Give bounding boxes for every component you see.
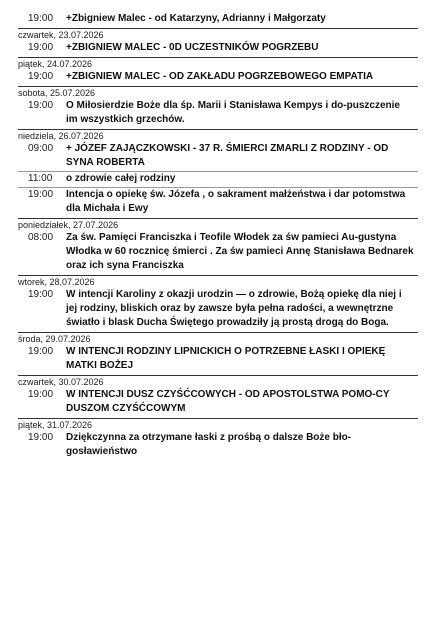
schedule-entry: [18, 231, 418, 273]
day-section: [18, 375, 418, 416]
schedule-entry: [18, 99, 418, 127]
day-section: [18, 275, 418, 330]
day-list: [18, 28, 418, 459]
day-section: [18, 218, 418, 273]
day-section: [18, 28, 418, 55]
entry-intention: o zdrowie całej rodziny: [66, 173, 176, 184]
mass-schedule: [18, 12, 418, 459]
entry-time: 11:00: [28, 173, 53, 184]
day-section: [18, 57, 418, 84]
entry-intention: W INTENCJI DUSZ CZYŚĆCOWYCH - OD APOSTOLSTWA POMO-CY DUSZOM CZYŚĆCOWYM: [66, 389, 390, 414]
day-section: [18, 418, 418, 459]
entry-time: 19:00: [28, 100, 54, 111]
schedule-entry: [18, 388, 418, 416]
entry-time: 08:00: [28, 232, 54, 243]
day-header: sobota, 25.07.2026: [18, 86, 418, 99]
schedule-entry: [18, 171, 418, 186]
entry-time: 19:00: [28, 13, 54, 24]
day-section: [18, 332, 418, 373]
schedule-entry: [18, 70, 418, 84]
day-header: piątek, 31.07.2026: [18, 418, 418, 431]
entry-time: 19:00: [28, 432, 54, 443]
day-header: środa, 29.07.2026: [18, 332, 418, 345]
entry-time: 19:00: [28, 346, 54, 357]
day-header: poniedziałek, 27.07.2026: [18, 218, 418, 231]
entry-intention: Za św. Pamięci Franciszka i Teofile Włodek za św pamieci Au-gustyna Włodka w 60 rocznicę śmierci . Za św pamieci Annę Stanisława Bednarek oraz ich syna Franciszka: [66, 232, 414, 271]
schedule-entry: [18, 345, 418, 373]
schedule-entry: [18, 187, 418, 216]
schedule-entry: [18, 41, 418, 55]
day-section: [18, 129, 418, 216]
entry-intention: W INTENCJI RODZINY LIPNICKICH O POTRZEBNE ŁASKI I OPIEKĘ MATKI BOŻEJ: [66, 346, 386, 371]
entry-time: 19:00: [28, 42, 54, 53]
entry-time: 09:00: [28, 143, 54, 154]
entry-intention: + JÓZEF ZAJĄCZKOWSKI - 37 R. ŚMIERCI ZMARLI Z RODZINY - OD SYNA ROBERTA: [66, 143, 389, 168]
entry-intention: Dziękczynna za otrzymane łaski z prośbą o dalsze Boże bło-gosławieństwo: [66, 432, 352, 457]
schedule-entry: [18, 431, 418, 459]
entry-intention: +ZBIGNIEW MALEC - 0D UCZESTNIKÓW POGRZEBU: [66, 42, 319, 53]
day-header: piątek, 24.07.2026: [18, 57, 418, 70]
entry-time: 19:00: [28, 289, 54, 300]
entry-intention: W intencji Karoliny z okazji urodzin — o zdrowie, Bożą opiekę dla niej i jej rodziny, bliskich oraz by zawsze była pełna radości, a wewnętrzne światło i blask Ducha Świętego prowadziły ją prostą drogą do Boga.: [66, 289, 402, 328]
schedule-entry: [18, 288, 418, 330]
day-section: [18, 86, 418, 127]
entry-intention: +ZBIGNIEW MALEC - OD ZAKŁADU POGRZEBOWEGO EMPATIA: [66, 71, 374, 82]
entry-intention: Intencja o opiekę św. Józefa , o sakrament małżeństwa i dar potomstwa dla Michała i Ewy: [66, 189, 406, 214]
day-header: czwartek, 30.07.2026: [18, 375, 418, 388]
day-header: niedziela, 26.07.2026: [18, 129, 418, 142]
entry-intention: O Miłosierdzie Boże dla śp. Marii i Stanisława Kempys i do-puszczenie im wszystkich grzechów.: [66, 100, 400, 125]
entry-intention: +Zbigniew Malec - od Katarzyny, Adrianny i Małgorzaty: [66, 13, 326, 24]
schedule-entry: [18, 12, 418, 26]
schedule-entry: [18, 142, 418, 170]
entry-time: 19:00: [28, 71, 54, 82]
entry-time: 19:00: [28, 389, 54, 400]
entry-time: 19:00: [28, 189, 54, 200]
day-header: wtorek, 28.07.2026: [18, 275, 418, 288]
day-header: czwartek, 23.07.2026: [18, 28, 418, 41]
